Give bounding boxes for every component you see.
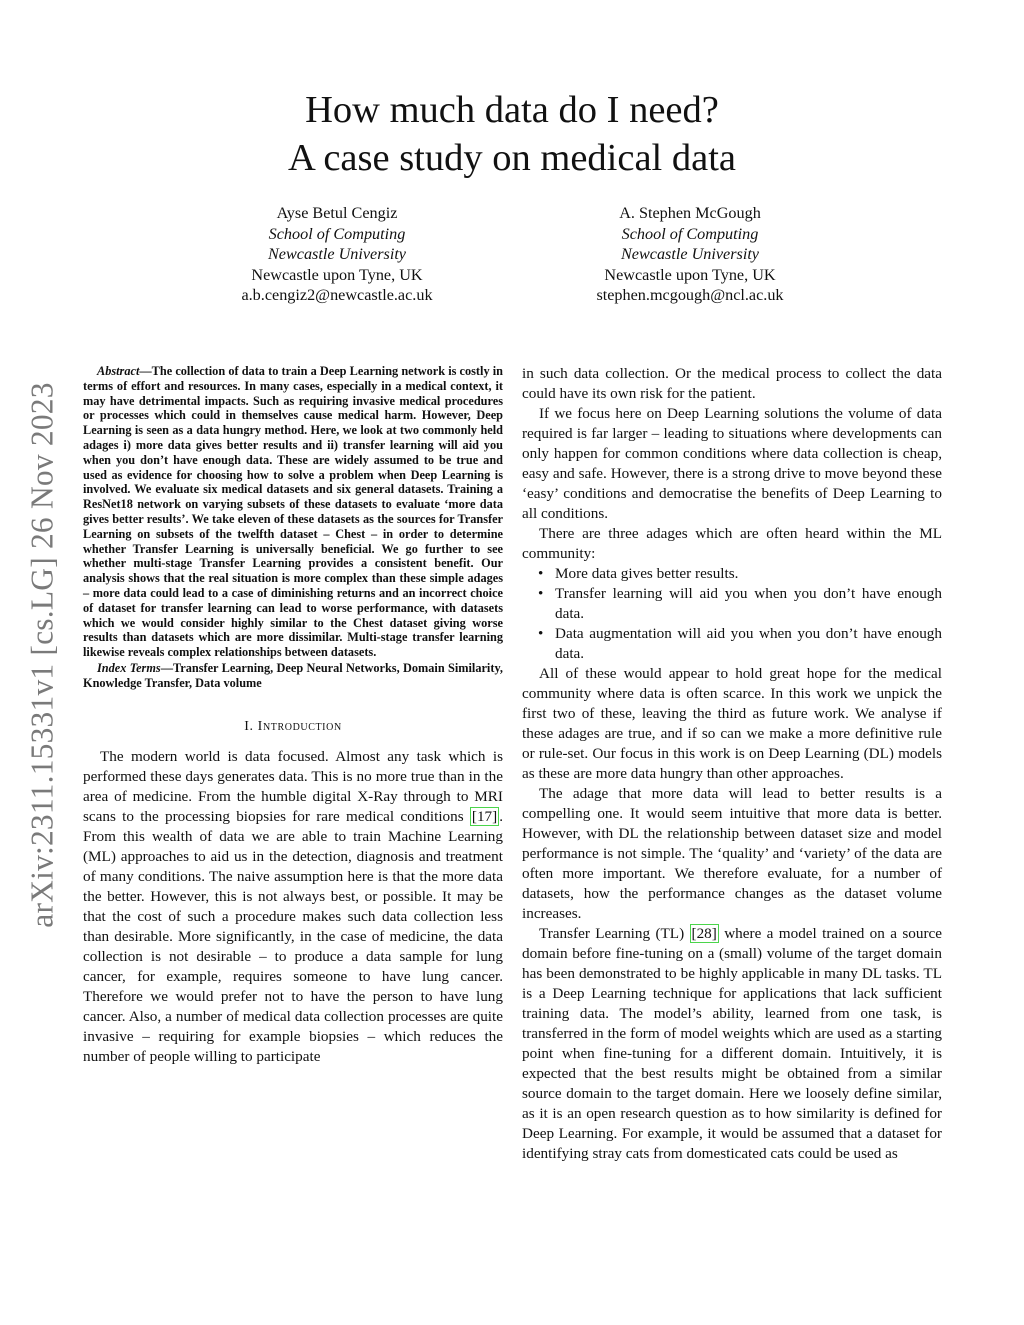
abstract	[83, 364, 503, 660]
author-city: Newcastle upon Tyne, UK	[251, 265, 423, 284]
section-heading-introduction: I. Introduction	[244, 718, 342, 734]
intro-paragraph-2: If we focus here on Deep Learning solutions the volume of data required is far larger – leading to situations where developments can only happen for common conditions where data collection is cheap, easy and safe. However, there is a strong drive to move beyond these ‘easy’ conditions and democratise the benefits of Deep Learning to all conditions.	[522, 405, 942, 522]
list-item: • Data augmentation will aid you when you don’t have enough data.	[555, 624, 942, 664]
index-terms-text: —Transfer Learning, Deep Neural Networks, Domain Similarity, Knowledge Transfer, Data volume	[83, 660, 503, 690]
author-block-2	[540, 203, 840, 306]
author-city: Newcastle upon Tyne, UK	[604, 265, 776, 284]
author-name: Ayse Betul Cengiz	[276, 204, 398, 222]
author-email: stephen.mcgough@ncl.ac.uk	[596, 286, 784, 305]
intro-paragraph-1: The modern world is data focused. Almost any task which is performed these days generates data. This is no more true than in the area of medicine. From the humble digital X-Ray through to MRI scans to the processing biopsies for rare medical conditions [17] . From this wealth of data we are able to train Machine Learning (ML) approaches to aid us in the detection, diagnosis and treatment of many conditions. The naive assumption here is that the more data the better. However, this is not always best, or possible. It may be that the cost of such a procedure makes such data collection less than desirable. More significantly, in the case of medicine, the data collection is not desirable – to produce a data sample for lung cancer, for example, requires someone to have lung cancer. Therefore we would prefer not to have the person to have lung cancer. Also, a number of medical data collection processes are quite invasive – requiring for example biopsies – which reduces the number of people willing to participate	[83, 747, 503, 1065]
intro-paragraph-3: There are three adages which are often heard within the ML community:	[522, 525, 942, 562]
intro-paragraph-4: All of these would appear to hold great hope for the medical community where data is often scarce. In this work we unpick the first two of these, leaving the third as future work. We analyse if these adages are true, and if so can we make a more definitive rule or rule-set. Our focus in this work is on Deep Learning (DL) models as these are more data hungry than other approaches.	[522, 665, 942, 782]
list-item: • Transfer learning will aid you when you don’t have enough data.	[555, 584, 942, 624]
arxiv-stamp	[22, 345, 64, 965]
arxiv-stamp-text: arXiv:2311.15331v1 [cs.LG] 26 Nov 2023	[25, 382, 60, 928]
author-name: A. Stephen McGough	[619, 204, 761, 222]
intro-paragraph-6: Transfer Learning (TL) [28] where a model trained on a source domain before fine-tuning on a (small) volume of the target domain has been demonstrated to be highly applicable in many DL tasks. TL is a Deep Learning technique for applications that lack sufficient training data. The model’s ability, learned from one task, is transferred in the form of model weights which are used as a starting point when fine-tuning for a different domain. Intuitively, it is expected that the best results might be obtained from a similar source domain to the target domain. Here we loosely define similar, as it is an open research question as to how similarity is defined for Deep Learning. For example, it would be assumed that a dataset for identifying stray cats from domesticated cats could be used as	[522, 925, 942, 1162]
paper-title	[0, 86, 1024, 182]
index-terms	[83, 661, 503, 691]
author-institution: Newcastle University	[620, 245, 759, 264]
author-department: School of Computing	[268, 224, 406, 243]
citation-link-17[interactable]: [17]	[471, 807, 498, 825]
citation-link-28[interactable]: [28]	[691, 925, 717, 942]
author-department: School of Computing	[621, 224, 759, 243]
intro-paragraph-1-continued: in such data collection. Or the medical process to collect the data could have its own risk for the patient.	[522, 365, 942, 402]
right-column	[522, 364, 942, 1164]
abstract-text: —The collection of data to train a Deep Learning network is costly in terms of effort and resources. In many cases, especially in a medical context, it may have detrimental impacts. Such as requiring invasive medical procedures or processes which could in themselves cause medical harm. However, Deep Learning is seen as a data hungry method. Here, we look at two commonly held adages i) more data gives better results and ii) transfer learning will aid you when you don’t have enough data. These are widely assumed to be true and used as evidence for choosing how to solve a problem when Deep Learning is involved. We evaluate six medical datasets and six general datasets. Training a ResNet18 network on varying subsets of these datasets to evaluate ‘more data gives better results’. We take eleven of these datasets as the sources for Transfer Learning on subsets of the twelfth dataset – Chest – in order to determine whether Transfer Learning is universally beneficial. We go further to see whether multi-stage Transfer Learning provides a consistent benefit. Our analysis shows that the real situation is more complex than these simple adages – more data could lead to a case of diminishing returns and an incorrect choice of dataset for transfer learning can lead to worse performance, with datasets which we would consider highly similar to the Chest dataset giving worse results than datasets which are more dissimilar. Multi-stage transfer learning likewise reveals complex relationships between datasets.	[83, 364, 503, 660]
left-column	[83, 364, 503, 1067]
index-terms-label: Index Terms	[97, 660, 161, 675]
adages-list	[522, 564, 942, 664]
abstract-label: Abstract	[97, 364, 140, 378]
author-institution: Newcastle University	[267, 245, 406, 264]
intro-paragraph-5: The adage that more data will lead to better results is a compelling one. It would seem intuitive that more data is better. However, with DL the relationship between dataset size and model performance is not simple. The ‘quality’ and ‘variety’ of the data are often more important. We therefore evaluate, for a number of datasets, how the performance changes as the dataset volume increases.	[522, 785, 942, 922]
list-item: • More data gives better results.	[555, 564, 942, 584]
author-email: a.b.cengiz2@newcastle.ac.uk	[241, 286, 433, 305]
author-block-1	[187, 203, 487, 306]
paper-title-line-1: How much data do I need?	[305, 89, 719, 131]
paper-title-line-2: A case study on medical data	[288, 137, 736, 179]
